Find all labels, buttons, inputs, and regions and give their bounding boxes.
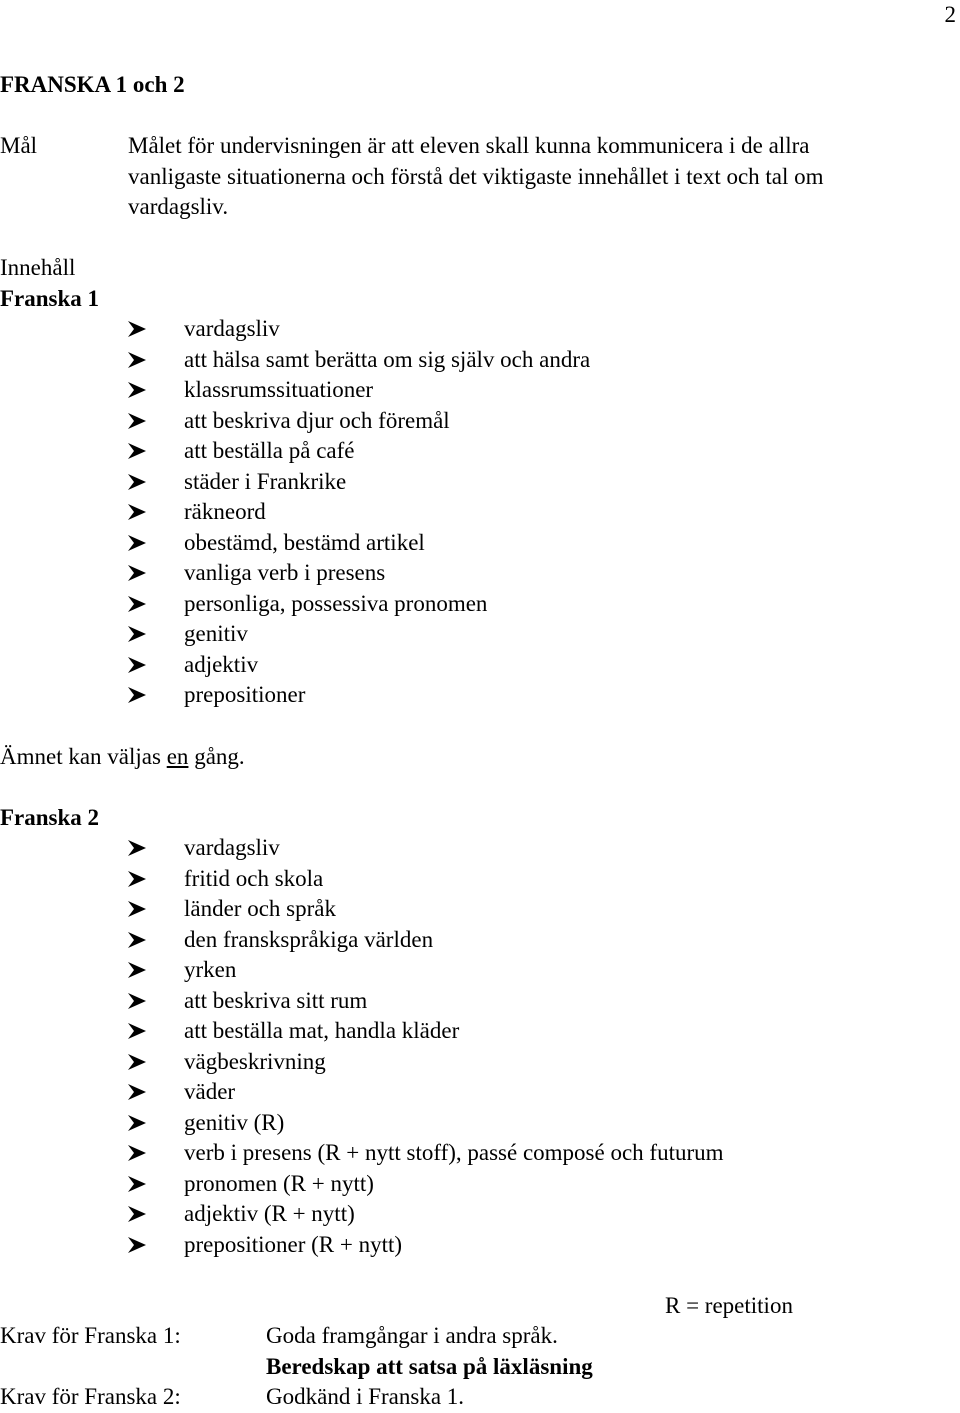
list-item bbox=[126, 406, 590, 437]
list-item bbox=[126, 467, 590, 498]
list-item bbox=[126, 864, 724, 895]
arrowhead-bullet-icon bbox=[126, 931, 148, 949]
list-item-text: genitiv bbox=[184, 621, 248, 646]
list-item-text: verb i presens (R + nytt stoff), passé composé och futurum bbox=[184, 1140, 724, 1165]
arrowhead-bullet-icon bbox=[126, 1205, 148, 1223]
goal-label: Mål bbox=[0, 133, 38, 158]
note bbox=[0, 742, 245, 773]
list-item-text: vanliga verb i presens bbox=[184, 560, 386, 585]
list-item-text: yrken bbox=[184, 957, 237, 982]
requirement-f1-value: Goda framgångar i andra språk. bbox=[266, 1323, 558, 1348]
list-item bbox=[126, 986, 724, 1017]
arrowhead-bullet-icon bbox=[126, 1236, 148, 1254]
list-item-text: att beställa mat, handla kläder bbox=[184, 1018, 460, 1043]
list-item bbox=[126, 528, 590, 559]
arrowhead-bullet-icon bbox=[126, 992, 148, 1010]
list-item-text: adjektiv (R + nytt) bbox=[184, 1201, 355, 1226]
list-item-text: den franskspråkiga världen bbox=[184, 926, 434, 952]
list-item-text: prepositioner (R + nytt) bbox=[184, 1231, 403, 1257]
list-item bbox=[126, 619, 590, 650]
list-item bbox=[126, 345, 590, 376]
arrowhead-bullet-icon bbox=[126, 595, 148, 613]
list-item bbox=[126, 955, 724, 986]
arrowhead-bullet-icon bbox=[126, 656, 148, 674]
list-item bbox=[126, 925, 724, 956]
list-item-text: fritid och skola bbox=[184, 865, 324, 891]
arrowhead-bullet-icon bbox=[126, 900, 148, 918]
arrowhead-bullet-icon bbox=[126, 1022, 148, 1040]
list-item-text: att hälsa samt berätta om sig själv och andra bbox=[184, 346, 591, 372]
franska2-title: Franska 2 bbox=[0, 805, 100, 830]
requirement-f1-label: Krav för Franska 1: bbox=[0, 1323, 181, 1348]
arrowhead-bullet-icon bbox=[126, 839, 148, 857]
list-item-text: genitiv (R) bbox=[184, 1109, 285, 1135]
arrowhead-bullet-icon bbox=[126, 1083, 148, 1101]
arrowhead-bullet-icon bbox=[126, 686, 148, 704]
list-item bbox=[126, 680, 590, 711]
list-item-text: räkneord bbox=[184, 499, 266, 524]
list-item-text: pronomen (R + nytt) bbox=[184, 1170, 374, 1196]
arrowhead-bullet-icon bbox=[126, 412, 148, 430]
arrowhead-bullet-icon bbox=[126, 351, 148, 369]
arrowhead-bullet-icon bbox=[126, 870, 148, 888]
list-item bbox=[126, 436, 590, 467]
list-item bbox=[126, 1230, 724, 1261]
list-item-text: vägbeskrivning bbox=[184, 1048, 326, 1074]
arrowhead-bullet-icon bbox=[126, 503, 148, 521]
list-item bbox=[126, 1108, 724, 1139]
list-item-text: klassrumssituationer bbox=[184, 377, 374, 402]
list-item-text: städer i Frankrike bbox=[184, 468, 347, 494]
list-item bbox=[126, 1169, 724, 1200]
arrowhead-bullet-icon bbox=[126, 625, 148, 643]
list-item bbox=[126, 1016, 724, 1047]
list-item-text: att beställa på café bbox=[184, 438, 355, 463]
requirement-f2-value: Godkänd i Franska 1. bbox=[266, 1384, 465, 1409]
arrowhead-bullet-icon bbox=[126, 1144, 148, 1162]
list-item bbox=[126, 650, 590, 681]
repetition-legend: R = repetition bbox=[665, 1293, 793, 1318]
list-item bbox=[126, 1199, 724, 1230]
franska1-list bbox=[126, 314, 590, 711]
list-item bbox=[126, 314, 590, 345]
note-before: Ämnet kan väljas bbox=[0, 744, 167, 769]
requirement-f1-bold: Beredskap att satsa på läxläsning bbox=[266, 1354, 593, 1379]
list-item-text: prepositioner bbox=[184, 682, 306, 707]
note-after: gång. bbox=[188, 744, 245, 769]
page-title: FRANSKA 1 och 2 bbox=[0, 72, 185, 97]
list-item bbox=[126, 558, 590, 589]
arrowhead-bullet-icon bbox=[126, 1053, 148, 1071]
franska1-title: Franska 1 bbox=[0, 286, 100, 311]
note-underlined: en bbox=[166, 744, 189, 769]
goal-line-1: Målet för undervisningen är att eleven skall kunna kommunicera i de allra bbox=[128, 133, 810, 158]
goal-line-2: vanligaste situationerna och förstå det viktigaste innehållet i text och tal om bbox=[128, 164, 824, 189]
list-item-text: vardagsliv bbox=[184, 316, 280, 341]
list-item bbox=[126, 589, 590, 620]
arrowhead-bullet-icon bbox=[126, 1175, 148, 1193]
content-label: Innehåll bbox=[0, 255, 76, 280]
arrowhead-bullet-icon bbox=[126, 442, 148, 460]
arrowhead-bullet-icon bbox=[126, 381, 148, 399]
arrowhead-bullet-icon bbox=[126, 320, 148, 338]
franska2-list bbox=[126, 833, 724, 1260]
arrowhead-bullet-icon bbox=[126, 961, 148, 979]
list-item-text: att beskriva sitt rum bbox=[184, 987, 368, 1013]
list-item bbox=[126, 1047, 724, 1078]
page-number: 2 bbox=[944, 2, 956, 27]
list-item bbox=[126, 833, 724, 864]
list-item-text: att beskriva djur och föremål bbox=[184, 407, 450, 433]
list-item-text: länder och språk bbox=[184, 896, 336, 921]
requirement-f2-label: Krav för Franska 2: bbox=[0, 1384, 181, 1409]
list-item bbox=[126, 894, 724, 925]
list-item-text: personliga, possessiva pronomen bbox=[184, 590, 488, 616]
arrowhead-bullet-icon bbox=[126, 1114, 148, 1132]
arrowhead-bullet-icon bbox=[126, 564, 148, 582]
list-item bbox=[126, 1138, 724, 1169]
list-item-text: adjektiv bbox=[184, 651, 259, 677]
arrowhead-bullet-icon bbox=[126, 534, 148, 552]
list-item-text: vardagsliv bbox=[184, 835, 280, 860]
list-item-text: väder bbox=[184, 1079, 236, 1104]
list-item bbox=[126, 497, 590, 528]
arrowhead-bullet-icon bbox=[126, 473, 148, 491]
list-item-text: obestämd, bestämd artikel bbox=[184, 529, 425, 555]
goal-line-3: vardagsliv. bbox=[128, 194, 229, 219]
list-item bbox=[126, 1077, 724, 1108]
list-item bbox=[126, 375, 590, 406]
